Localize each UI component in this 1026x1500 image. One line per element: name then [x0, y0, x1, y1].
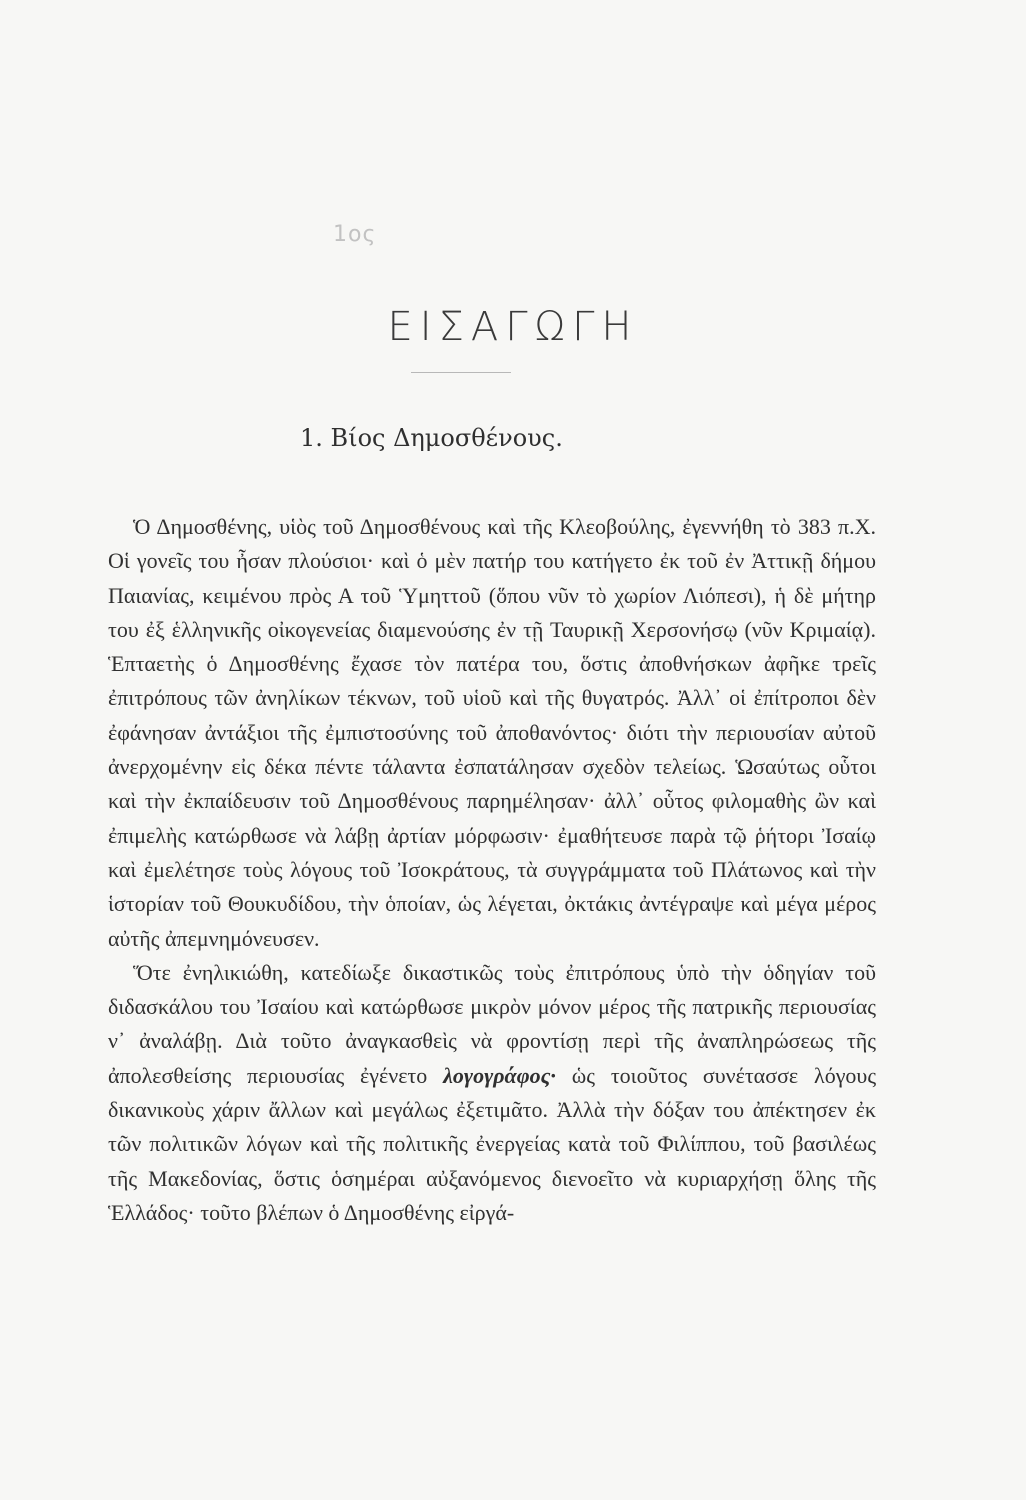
paragraph-1: Ὁ Δημοσθένης, υἱὸς τοῦ Δημοσθένους καὶ τῆς Κλεοβούλης, ἐγεννήθη τὸ 383 π.Χ. Οἱ γονεῖς του ἦσαν πλούσιοι· καὶ ὁ μὲν πατήρ του κατήγετο ἐκ τοῦ ἐν Ἀττικῇ δήμου Παιανίας, κειμένου πρὸς Α τοῦ Ὑμηττοῦ (ὅπου νῦν τὸ χωρίον Λιόπεσι), ἡ δὲ μήτηρ του ἐξ ἑλληνικῆς οἰκογενείας διαμενούσης ἐν τῇ Ταυρικῇ Χερσονήσῳ (νῦν Κριμαίᾳ). Ἑπταετὴς ὁ Δημοσθένης ἔχασε τὸν πατέρα του, ὅστις ἀποθνήσκων ἀφῆκε τρεῖς ἐπιτρόπους τῶν ἀνηλίκων τέκνων, τοῦ υἱοῦ καὶ τῆς θυγατρός. Ἀλλ᾽ οἱ ἐπίτροποι δὲν ἐφάνησαν ἀντάξιοι τῆς ἐμπιστοσύνης τοῦ ἀποθανόντος· διότι τὴν περιουσίαν αὐτοῦ ἀνερχομένην εἰς δέκα πέντε τάλαντα ἐσπατάλησαν σχεδὸν τελείως. Ὡσαύτως οὗτοι καὶ τὴν ἐκπαίδευσιν τοῦ Δημοσθένους παρημέλησαν· ἀλλ᾽ οὗτος φιλομαθὴς ὢν καὶ ἐπιμελὴς κατώρθωσε νὰ λάβῃ ἀρτίαν μόρφωσιν· ἐμαθήτευσε παρὰ τῷ ῥήτορι Ἰσαίῳ καὶ ἐμελέτησε τοὺς λόγους τοῦ Ἰσοκράτους, τὰ συγγράμματα τοῦ Πλάτωνος καὶ τὴν ἱστορίαν τοῦ Θουκυδίδου, τὴν ὁποίαν, ὡς λέγεται, ὀκτάκις ἀντέγραψε καὶ μέγα μέρος αὐτῆς ἀπεμνημόνευσεν.: [108, 514, 876, 951]
title-divider: [411, 372, 511, 373]
emphasized-term: λογογράφος·: [443, 1062, 556, 1088]
pencil-page-mark: 1ος: [333, 222, 377, 247]
paragraph-2-before: Ὅτε ἐνηλικιώθη, κατεδίωξε δικαστικῶς τοὺς ἐπιτρόπους ὑπὸ τὴν ὁδηγίαν τοῦ διδασκάλου του Ἰσαίου καὶ κατώρθωσε μικρὸν μόνον μέρος τῆς πατρικῆς περιουσίας ν᾽ ἀναλάβῃ. Διὰ τοῦτο ἀναγκασθεὶς νὰ φροντίσῃ περὶ τῆς ἀναπληρώσεως τῆς ἀπολεσθείσης περιουσίας ἐγένετο: [108, 959, 876, 1088]
paragraph-2: [108, 956, 876, 1230]
section-heading: 1. Βίος Δημοσθένους.: [300, 424, 563, 452]
paragraph-2-after: ὡς τοιοῦτος συνέτασσε λόγους δικανικοὺς χάριν ἄλλων καὶ μεγάλως ἐξετιμᾶτο. Ἀλλὰ τὴν δόξαν του ἀπέκτησεν ἐκ τῶν πολιτικῶν λόγων καὶ τῆς πολιτικῆς ἐνεργείας κατὰ τοῦ Φιλίππου, τοῦ βασιλέως τῆς Μακεδονίας, ὅστις ὁσημέραι αὐξανόμενος διενοεῖτο νὰ κυριαρχήσῃ ὅλης τῆς Ἑλλάδος· τοῦτο βλέπων ὁ Δημοσθένης εἰργά-: [108, 1062, 877, 1225]
page-title: ΕΙΣΑΓΩΓΗ: [387, 304, 639, 350]
body-text: [108, 510, 876, 1230]
